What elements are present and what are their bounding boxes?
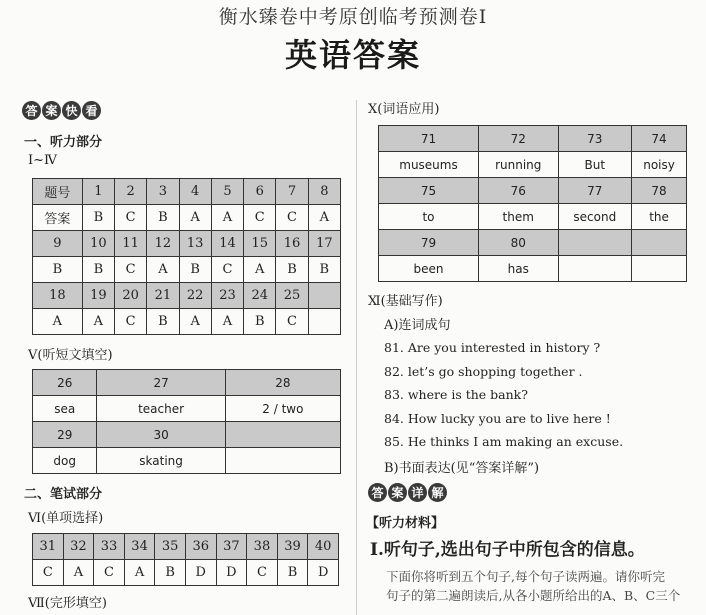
table-cell: D <box>185 560 216 586</box>
table-cell: been <box>379 256 479 282</box>
table-cell: 16 <box>276 231 308 257</box>
table-cell: 题号 <box>33 179 83 205</box>
table-cell: 20 <box>114 283 146 309</box>
sentence-answers <box>384 336 694 454</box>
table-cell: dog <box>33 448 97 474</box>
table-row <box>33 422 341 448</box>
table-cell: 36 <box>185 534 216 560</box>
table-cell <box>558 230 632 256</box>
table-cell: B <box>277 560 308 586</box>
table-cell: 71 <box>379 126 479 152</box>
table-cell: 32 <box>63 534 94 560</box>
table-cell: 80 <box>478 230 558 256</box>
table-cell: 28 <box>225 370 340 396</box>
table-cell: B <box>276 257 308 283</box>
table-cell: B <box>244 309 276 335</box>
table-cell: the <box>632 204 687 230</box>
answer-table-v <box>32 369 341 474</box>
table-cell: 21 <box>147 283 179 309</box>
table-cell: 8 <box>308 179 340 205</box>
table-cell: 39 <box>277 534 308 560</box>
table-cell: C <box>244 205 276 231</box>
section-vii-label: Ⅶ(完形填空) <box>28 596 107 611</box>
table-cell: C <box>276 205 308 231</box>
table-cell: 38 <box>247 534 278 560</box>
table-cell: 37 <box>216 534 247 560</box>
badge-char: 答 <box>368 483 387 502</box>
table-cell: A <box>308 205 340 231</box>
table-cell: 5 <box>211 179 243 205</box>
table-cell <box>632 256 687 282</box>
table-cell: C <box>247 560 278 586</box>
table-cell: A <box>179 205 211 231</box>
table-cell: 7 <box>276 179 308 205</box>
table-cell: noisy <box>632 152 687 178</box>
table-cell: C <box>211 257 243 283</box>
table-cell: 12 <box>147 231 179 257</box>
table-row <box>33 448 341 474</box>
table-row <box>33 396 341 422</box>
badge-char: 案 <box>42 101 61 120</box>
table-cell: C <box>33 560 64 586</box>
table-cell: 4 <box>179 179 211 205</box>
table-cell: 40 <box>308 534 339 560</box>
badge-char: 快 <box>62 101 81 120</box>
table-cell: 73 <box>558 126 632 152</box>
table-cell: C <box>114 205 146 231</box>
table-cell: D <box>216 560 247 586</box>
exam-series-title: 衡水臻卷中考原创临考预测卷Ⅰ <box>218 6 488 28</box>
table-cell: 15 <box>244 231 276 257</box>
table-cell <box>225 422 340 448</box>
table-cell <box>308 283 340 309</box>
badge-char: 答 <box>22 101 41 120</box>
listening-instructions <box>386 567 704 605</box>
answer-table-vi <box>32 533 339 586</box>
table-cell: A <box>82 309 114 335</box>
table-cell: 18 <box>33 283 83 309</box>
section-written-heading: 二、笔试部分 <box>24 487 103 502</box>
table-row <box>33 534 339 560</box>
table-cell: D <box>308 560 339 586</box>
badge-char: 案 <box>388 483 407 502</box>
sentence-answer: 83. where is the bank? <box>384 387 528 402</box>
table-row <box>33 283 341 309</box>
table-row <box>379 230 687 256</box>
table-cell: has <box>478 256 558 282</box>
table-cell: to <box>379 204 479 230</box>
table-cell: B <box>33 257 83 283</box>
table-cell: them <box>478 204 558 230</box>
table-cell <box>225 448 340 474</box>
table-cell: 9 <box>33 231 83 257</box>
table-cell: 29 <box>33 422 97 448</box>
badge-char: 看 <box>82 101 101 120</box>
table-cell: A <box>147 257 179 283</box>
table-cell: A <box>244 257 276 283</box>
badge-char: 详 <box>408 483 427 502</box>
table-cell: 3 <box>147 179 179 205</box>
table-cell: A <box>63 560 94 586</box>
table-cell: 17 <box>308 231 340 257</box>
table-cell: 74 <box>632 126 687 152</box>
table-cell: B <box>82 257 114 283</box>
table-cell: 14 <box>211 231 243 257</box>
table-cell: 33 <box>94 534 125 560</box>
table-row <box>379 178 687 204</box>
table-cell: 34 <box>124 534 155 560</box>
table-cell: 76 <box>478 178 558 204</box>
table-row <box>379 256 687 282</box>
section-xi-label: Ⅺ(基础写作) <box>368 294 443 309</box>
table-cell: B <box>179 257 211 283</box>
table-cell: A <box>124 560 155 586</box>
sentence-answer: 84. How lucky you are to live here ! <box>384 410 611 426</box>
table-cell: B <box>155 560 186 586</box>
table-cell: 78 <box>632 178 687 204</box>
table-cell: 75 <box>379 178 479 204</box>
table-row <box>379 126 687 152</box>
section-v-label: Ⅴ(听短文填空) <box>28 348 113 363</box>
table-cell: 30 <box>97 422 225 448</box>
table-cell: 11 <box>114 231 146 257</box>
table-cell: A <box>211 309 243 335</box>
table-cell: B <box>147 205 179 231</box>
table-row <box>379 204 687 230</box>
table-cell: 2 <box>114 179 146 205</box>
page-title: 英语答案 <box>284 36 421 74</box>
sentence-answer: 81. Are you interested in history ? <box>384 340 601 355</box>
table-cell: C <box>114 257 146 283</box>
table-row <box>33 179 341 205</box>
table-cell: 31 <box>33 534 64 560</box>
table-cell <box>632 230 687 256</box>
table-cell: teacher <box>97 396 225 422</box>
instruction-line: 句子的第二遍朗读后,从各小题所给出的A、B、C三个 <box>386 588 681 603</box>
table-cell: 6 <box>244 179 276 205</box>
table-row <box>33 231 341 257</box>
table-cell: 答案 <box>33 205 83 231</box>
table-cell: 22 <box>179 283 211 309</box>
table-cell: But <box>558 152 632 178</box>
detailed-answer-badge <box>368 483 447 502</box>
table-cell: second <box>558 204 632 230</box>
table-cell: 23 <box>211 283 243 309</box>
table-cell: 25 <box>276 283 308 309</box>
instruction-line: 下面你将听到五个句子,每个句子读两遍。请你听完 <box>386 569 665 584</box>
listening-section-heading: Ⅰ.听句子,选出句子中所包含的信息。 <box>370 540 645 560</box>
table-cell: 77 <box>558 178 632 204</box>
table-cell: A <box>179 309 211 335</box>
table-cell: 13 <box>179 231 211 257</box>
table-cell: 79 <box>379 230 479 256</box>
table-cell: B <box>147 309 179 335</box>
section-x-label: Ⅹ(词语应用) <box>368 102 440 117</box>
section-vi-label: Ⅵ(单项选择) <box>28 511 104 526</box>
table-cell: B <box>308 257 340 283</box>
table-cell: C <box>276 309 308 335</box>
sentence-answer: 85. He thinks I am making an excuse. <box>384 434 624 449</box>
answer-table-1-25 <box>32 178 341 335</box>
table-cell <box>558 256 632 282</box>
table-row <box>33 560 339 586</box>
table-row <box>33 205 341 231</box>
section-listening-heading: 一、听力部分 <box>24 135 103 150</box>
table-row <box>379 152 687 178</box>
table-cell: C <box>94 560 125 586</box>
xi-part-a-label: A)连词成句 <box>384 318 451 333</box>
table-cell: C <box>114 309 146 335</box>
table-cell: 19 <box>82 283 114 309</box>
table-row <box>33 257 341 283</box>
table-cell: 27 <box>97 370 225 396</box>
table-cell: A <box>33 309 83 335</box>
xi-part-b-label: B)书面表达(见“答案详解”) <box>384 461 540 476</box>
table-row <box>33 309 341 335</box>
column-divider <box>356 100 357 615</box>
table-cell: A <box>211 205 243 231</box>
table-cell: B <box>82 205 114 231</box>
table-cell: 26 <box>33 370 97 396</box>
table-cell: museums <box>379 152 479 178</box>
table-cell: sea <box>33 396 97 422</box>
table-cell: 72 <box>478 126 558 152</box>
sentence-answer: 82. let’s go shopping together . <box>384 363 583 379</box>
badge-char: 解 <box>428 483 447 502</box>
table-cell: 1 <box>82 179 114 205</box>
table-cell: 35 <box>155 534 186 560</box>
table-cell: 24 <box>244 283 276 309</box>
table-cell: 2 / two <box>225 396 340 422</box>
table-cell: running <box>478 152 558 178</box>
quick-answer-badge <box>22 101 101 120</box>
table-cell <box>308 309 340 335</box>
table-cell: skating <box>97 448 225 474</box>
section-i-iv-label: Ⅰ~Ⅳ <box>28 153 58 168</box>
answer-table-x <box>378 125 687 282</box>
table-row <box>33 370 341 396</box>
table-cell: 10 <box>82 231 114 257</box>
listening-material-label: 【听力材料】 <box>366 516 445 531</box>
